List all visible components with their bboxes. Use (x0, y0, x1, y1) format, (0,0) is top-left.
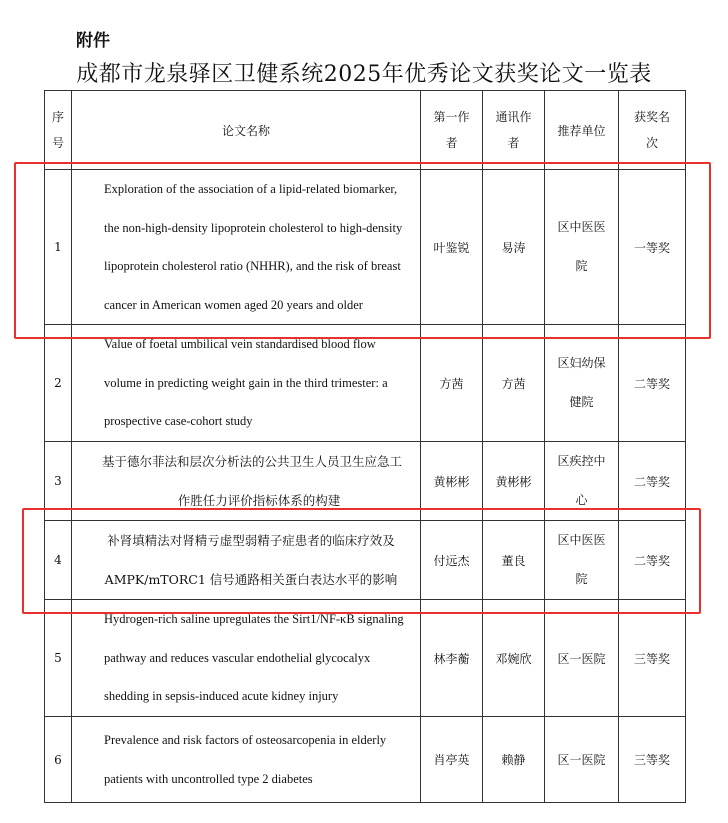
table-row (45, 325, 686, 442)
paper-title-line: Value of foetal umbilical vein standardised blood flow (104, 337, 376, 352)
corresponding-author: 易涛 (483, 170, 545, 325)
paper-title-line: Exploration of the association of a lipid-related biomarker, (104, 182, 398, 196)
unit-line: 院 (575, 572, 588, 586)
unit-line: 区一医院 (557, 651, 606, 666)
award-rank: 二等奖 (619, 325, 686, 442)
paper-title (72, 325, 421, 442)
corresponding-author: 赖静 (483, 717, 545, 803)
row-no: 3 (45, 442, 72, 521)
row-no: 4 (45, 521, 72, 600)
table-row (45, 717, 686, 803)
corresponding-author: 邓婉欣 (483, 600, 545, 717)
corresponding-author: 董良 (483, 521, 545, 600)
paper-title-line: volume in predicting weight gain in the third trimester: a (104, 375, 388, 390)
header-award (619, 91, 686, 170)
paper-title-line: patients with uncontrolled type 2 diabetes (104, 771, 313, 786)
header-corresponding-line: 通讯作 (495, 110, 532, 124)
first-author: 肖亭英 (421, 717, 483, 803)
paper-title-line: 作胜任力评价指标体系的构建 (177, 493, 341, 508)
header-award-line: 获奖名 (633, 110, 670, 124)
award-rank: 二等奖 (619, 521, 686, 600)
header-no-line: 序 (51, 110, 64, 124)
unit-line: 区一医院 (557, 753, 606, 767)
unit-line: 区妇幼保 (557, 356, 606, 370)
paper-title-line: Prevalence and risk factors of osteosarcopenia in elderly (104, 733, 387, 747)
header-no (45, 91, 72, 170)
award-rank: 三等奖 (619, 717, 686, 803)
award-rank: 一等奖 (619, 170, 686, 325)
recommending-unit (545, 325, 619, 442)
paper-title-line: the non-high-density lipoprotein cholesterol to high-density (104, 220, 403, 235)
first-author: 方茜 (421, 325, 483, 442)
header-first-author (421, 91, 483, 170)
corresponding-author: 方茜 (483, 325, 545, 442)
highlight-box-row-1 (14, 162, 711, 339)
first-author: 付远杰 (421, 521, 483, 600)
first-author: 林李蘅 (421, 600, 483, 717)
unit-line: 健院 (569, 395, 594, 409)
header-first-author-line: 者 (445, 136, 458, 150)
award-rank: 二等奖 (619, 442, 686, 521)
unit-line: 区中医医 (557, 220, 606, 234)
header-award-line: 次 (645, 136, 658, 150)
header-corresponding-line: 者 (507, 136, 520, 150)
page-title: 成都市龙泉驿区卫健系统2025年优秀论文获奖论文一览表 (76, 62, 652, 87)
row-no: 5 (45, 600, 72, 717)
paper-title-line: AMPK/mTORC1 信号通路相关蛋白表达水平的影响 (104, 572, 398, 587)
table-header-row (45, 91, 686, 170)
header-no-line: 号 (51, 136, 64, 150)
paper-title-line: 补肾填精法对肾精亏虚型弱精子症患者的临床疗效及 (107, 533, 395, 548)
unit-line: 院 (575, 259, 588, 273)
paper-title-line: shedding in sepsis-induced acute kidney injury (104, 689, 339, 704)
highlight-box-row-4 (22, 508, 701, 614)
row-no: 1 (45, 170, 72, 325)
first-author: 黄彬彬 (421, 442, 483, 521)
header-unit: 推荐单位 (545, 91, 619, 170)
unit-line: 心 (575, 493, 588, 507)
unit-line: 区中医医 (557, 533, 606, 547)
row-no: 6 (45, 717, 72, 803)
paper-title (72, 717, 421, 803)
header-first-author-line: 第一作 (433, 110, 470, 124)
header-paper: 论文名称 (72, 91, 421, 170)
recommending-unit (545, 717, 619, 803)
attachment-label: 附件 (76, 31, 110, 51)
paper-title-line: prospective case-cohort study (104, 414, 253, 429)
paper-title-line: lipoprotein cholesterol ratio (NHHR), and the risk of breast (104, 259, 401, 273)
corresponding-author: 黄彬彬 (483, 442, 545, 521)
row-no: 2 (45, 325, 72, 442)
first-author: 叶鉴锐 (421, 170, 483, 325)
recommending-unit (545, 600, 619, 717)
award-rank: 三等奖 (619, 600, 686, 717)
paper-title-line: Hydrogen-rich saline upregulates the Sirt1/NF-κB signaling (104, 612, 404, 627)
header-corresponding (483, 91, 545, 170)
unit-line: 区疾控中 (557, 454, 606, 468)
paper-title-line: pathway and reduces vascular endothelial glycocalyx (104, 650, 371, 665)
paper-title (72, 600, 421, 717)
paper-title-line: 基于德尔菲法和层次分析法的公共卫生人员卫生应急工 (102, 454, 403, 469)
paper-title-line: cancer in American women aged 20 years and older (104, 297, 363, 312)
table-row (45, 600, 686, 717)
